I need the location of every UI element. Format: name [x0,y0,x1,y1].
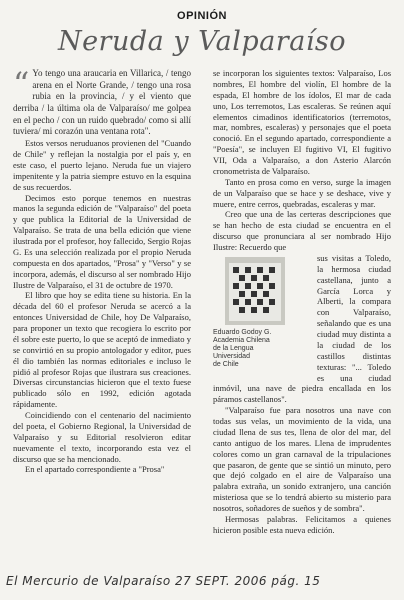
caption-line: de Chile [213,361,239,369]
portrait-image-icon [225,257,285,325]
body-paragraph: El libro que hoy se edita tiene su historia. En la década del 60 el profesor Neruda se acercó a la entonces Universidad de Chile, hoy De Valparaíso, para proponer un texto que recogiera lo escrito por él sobre este puerto, lo que se aceptó de inmediato y se convirtió en su propio antologador y editor, pues él dio también las normas editoriales e incluso le pidió al profesor Rojas que ilustrara sus creaciones. Diversas circunstancias hicieron que el texto fuese publicado sólo en 1992, edición agotada rápidamente. [13,290,191,410]
body-paragraph: se incorporan los siguientes textos: Valparaíso, Los nombres, El hombre del violín, El hombre de la espada, El hombre de los ídolos, El mar de cada uno, Los terremotos, Las escaleras. Se reúnen aquí elementos cimadinos identificatorios (terremotos, mar, nombres, escaleras) y personajes que el poeta conoció. En el segundo apartado, correspondiente a "Poesía", se incluyen El fugitivo VI, El fugitivo VII, Oda a Valparaíso, a don Asterio Alarcón cronometrista de Valparaíso. [213,68,391,176]
body-paragraph: En el apartado correspondiente a "Prosa" [25,464,165,475]
lead-paragraph: Yo tengo una araucaria en Villarica, / tengo arena en el Norte Grande, / tengo una rosa rubia en la provincia, / y el viento que derriba / la última ola de Valparaíso/ me golpea en el pecho / con un ruido quebrado/ como si allí tuviera/ mi corazón una ventana rota". [13,68,191,137]
opening-quote-glyph: “ [13,68,30,103]
caption-line: Academia Chilena [213,336,270,344]
body-paragraph: "Valparaíso fue para nosotros una nave con todas sus velas, un movimiento de la vida, una ciudad llena de sus tes, llena de olor del mar, del canto antiguo de los mares. Llena de imprudentes colores como un gran carnaval de la tripulaciones que pasaron, de gente que se sintió un minuto, pero que dejó colgado en el aire de Valparaíso una palabra extraña, un sonido extranjero, una canción misteriosa que se lo tendrá abierto su misterio para nosotros, soñadores de sueños y de sombra". [213,405,391,513]
lead-block [13,68,191,138]
caption-line: Universidad [213,353,250,361]
body-paragraph: Coincidiendo con el centenario del nacimiento del poeta, el Gobierno Regional, la Universidad de Valparaíso y su Editorial resolvieron editar nuevamente el texto, incorporando esta vez el discurso que se ha mencionado. [13,410,191,464]
body-paragraph: Estos versos neruduanos provienen del "Cuando de Chile" y reflejan la nostalgia por el país y, en este caso, el puerto lejano. Neruda fue un viajero impenitente y la patria siempre estuvo en la esquina de sus recuerdos. [13,138,191,192]
caption-line: de la Lengua [213,344,254,352]
body-paragraph: Decimos esto porque tenemos en nuestras manos la segunda edición de "Valparaíso" del poeta y que publica la Editorial de la Universidad de Valparaíso. Se trata de una bella edición que viene ilustrada por el profesor, hoy fallecido, Sergio Rojas G. Es una selección realizada por el propio Neruda compuesta en dos apartados, "Prosa" y "Verso" y se incorpora, además, el discurso al ser nombrado Hijo Ilustre de Valparaíso, el 31 de octubre de 1970. [13,192,191,290]
body-paragraph: Tanto en prosa como en verso, surge la imagen de un Valparaíso que se hace y se deshace, vive y muere, entre cerros, quebradas, escaleras y mar. [213,176,391,209]
section-label: OPINIÓN [177,10,227,22]
headline: Neruda y Valparaíso [57,26,347,57]
author-figure [213,257,311,375]
handwritten-source-note: El Mercurio de Valparaíso 27 SEPT. 2006 pág. 15 [6,574,321,588]
body-paragraph: sus visitas a Toledo, la hermosa ciudad castellana, junto a García Lorca y Alberti, la compara con Valparaíso, señalando que es una ciudad muy distinta a la ciudad de los castillos distintas texturas: "... Toledo es una ciudad inmóvil, una nave de piedra encallada en los páramos castellanos". [213,252,391,405]
article-column-right [213,68,391,574]
closing-paragraph: Hermosas palabras. Felicitamos a quienes hicieron posible esta nueva edición. [213,513,391,535]
author-photo [225,257,285,325]
article-column-left [13,68,191,574]
author-caption [213,329,311,369]
body-paragraph: Creo que una de las certeras descripciones que se han hecho de esta ciudad se encuentra en el discurso que pronunciara al ser nombrado Hijo Ilustre: Recuerdo que [213,209,391,252]
caption-line: Eduardo Godoy G. [213,328,272,336]
